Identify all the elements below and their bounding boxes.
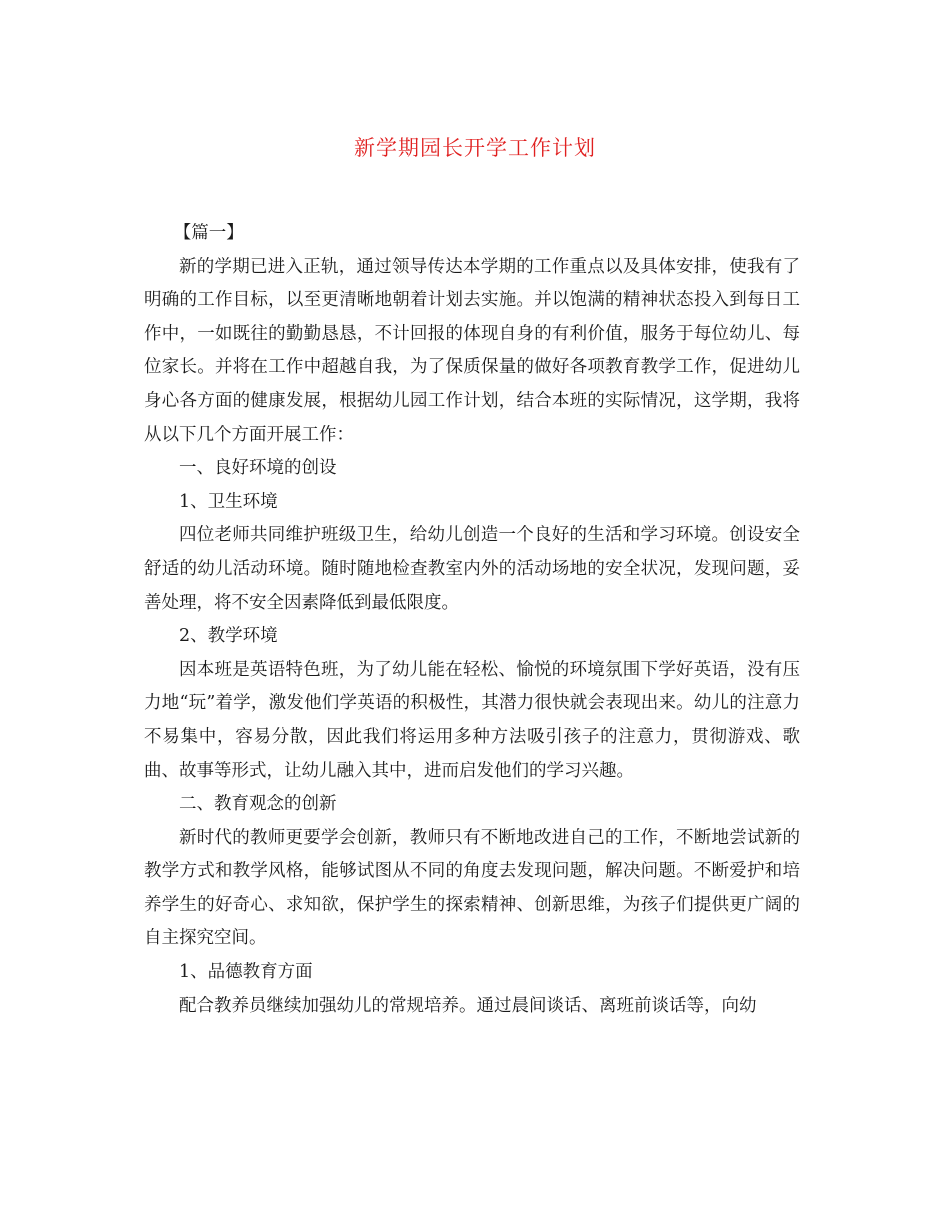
subsection-heading: 1、品德教育方面	[179, 962, 313, 983]
paragraph: 四位老师共同维护班级卫生，给幼儿创造一个良好的生活和学习环境。创设安全舒适的幼儿活动环境。随时随地检查教室内外的活动场地的安全状况，发现问题，妥善处理，将不安全因素降低到最低限度。	[144, 525, 800, 613]
paragraph: 配合教养员继续加强幼儿的常规培养。通过晨间谈话、离班前谈话等，向幼	[179, 995, 757, 1016]
paragraph: 新的学期已进入正轨，通过领导传达本学期的工作重点以及具体安排，使我有了明确的工作目标，以至更清晰地朝着计划去实施。并以饱满的精神状态投入到每日工作中，一如既往的勤勤恳恳，不计回报的体现自身的有利价值，服务于每位幼儿、每位家长。并将在工作中超越自我，为了保质保量的做好各项教育教学工作，促进幼儿身心各方面的健康发展，根据幼儿园工作计划，结合本班的实际情况，这学期，我将从以下几个方面开展工作：	[144, 256, 800, 445]
paragraph: 因本班是英语特色班，为了幼儿能在轻松、愉悦的环境氛围下学好英语，没有压力地“玩”着学，激发他们学英语的积极性，其潜力很快就会表现出来。幼儿的注意力不易集中，容易分散，因此我们将运用多种方法吸引孩子的注意力，贯彻游戏、歌曲、故事等形式，让幼儿融入其中，进而启发他们的学习兴趣。	[144, 659, 800, 781]
section-heading: 二、教育观念的创新	[179, 794, 337, 815]
document-title: 新学期园长开学工作计划	[354, 136, 596, 160]
document-body	[144, 217, 800, 1023]
section-heading: 一、良好环境的创设	[179, 458, 337, 479]
subsection-heading: 1、卫生环境	[179, 491, 278, 512]
section-label: 【篇一】	[173, 223, 244, 243]
paragraph: 新时代的教师更要学会创新，教师只有不断地改进自己的工作，不断地尝试新的教学方式和教学风格，能够试图从不同的角度去发现问题，解决问题。不断爱护和培养学生的好奇心、求知欲，保护学生的探索精神、创新思维，为孩子们提供更广阔的自主探究空间。	[144, 827, 800, 949]
subsection-heading: 2、教学环境	[179, 626, 278, 647]
